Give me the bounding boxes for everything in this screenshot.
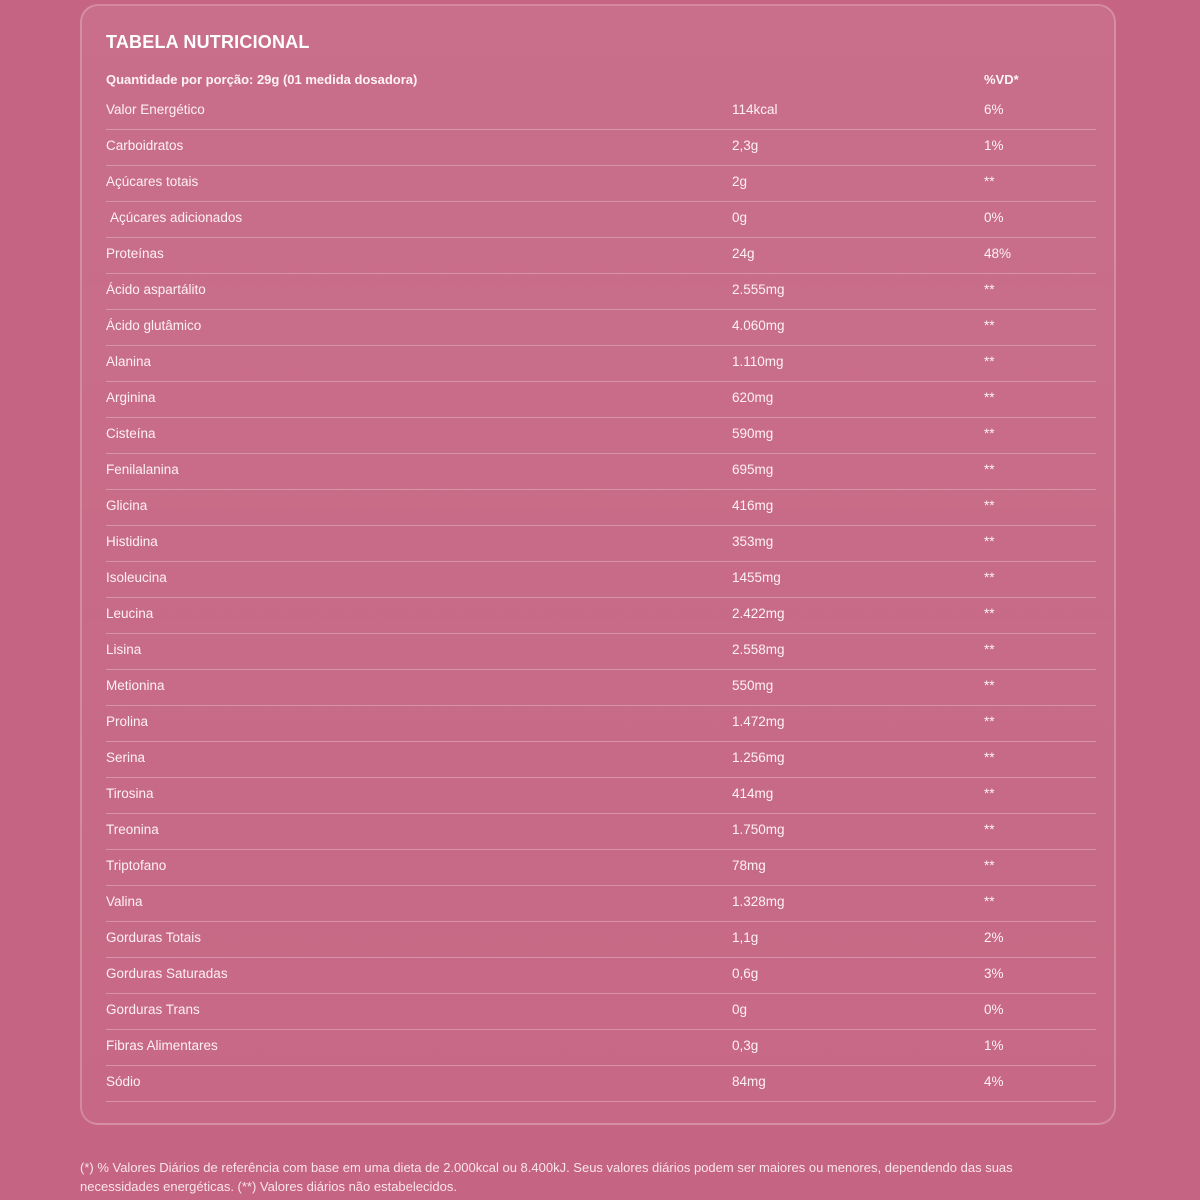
table-row	[106, 454, 1096, 490]
portion-size-label: Quantidade por porção: 29g (01 medida dosadora)	[106, 72, 418, 87]
table-row	[106, 346, 1096, 382]
table-row	[106, 238, 1096, 274]
nutrient-amount: 24g	[732, 246, 755, 261]
nutrition-table-card	[80, 4, 1116, 1125]
table-row	[106, 1030, 1096, 1066]
nutrient-daily-value: 3%	[984, 966, 1004, 981]
nutrient-name: Valor Energético	[106, 102, 205, 117]
nutrient-name: Açúcares adicionados	[110, 210, 243, 225]
nutrient-amount: 114kcal	[732, 102, 778, 117]
table-row	[106, 994, 1096, 1030]
nutrient-daily-value: **	[984, 534, 995, 549]
nutrient-daily-value: **	[984, 858, 995, 873]
nutrient-daily-value: **	[984, 606, 995, 621]
table-row	[106, 850, 1096, 886]
nutrient-name: Tirosina	[106, 786, 154, 801]
nutrient-name: Gorduras Totais	[106, 930, 202, 945]
nutrient-name: Leucina	[106, 606, 154, 621]
table-row	[106, 94, 1096, 130]
nutrient-amount: 1.472mg	[732, 714, 785, 729]
table-row	[106, 634, 1096, 670]
nutrient-amount: 353mg	[732, 534, 774, 549]
nutrient-amount: 1,1g	[732, 930, 759, 945]
table-row	[106, 526, 1096, 562]
nutrient-amount: 590mg	[732, 426, 774, 441]
nutrient-daily-value: **	[984, 714, 995, 729]
table-row	[106, 310, 1096, 346]
nutrient-daily-value: **	[984, 498, 995, 513]
nutrient-name: Treonina	[106, 822, 159, 837]
nutrient-amount: 695mg	[732, 462, 774, 477]
nutrient-daily-value: 48%	[984, 246, 1012, 261]
nutrient-daily-value: **	[984, 282, 995, 297]
nutrient-name: Metionina	[106, 678, 165, 693]
table-row	[106, 130, 1096, 166]
nutrient-amount: 0,3g	[732, 1038, 759, 1053]
nutrient-name: Proteínas	[106, 246, 164, 261]
nutrient-amount: 1.110mg	[732, 354, 784, 369]
nutrient-daily-value: **	[984, 174, 995, 189]
nutrient-daily-value: 0%	[984, 210, 1004, 225]
nutrient-name: Triptofano	[106, 858, 167, 873]
table-header-row	[106, 72, 1096, 94]
table-row	[106, 886, 1096, 922]
nutrient-amount: 550mg	[732, 678, 774, 693]
nutrient-amount: 2,3g	[732, 138, 759, 153]
nutrient-amount: 414mg	[732, 786, 774, 801]
table-row	[106, 742, 1096, 778]
nutrient-name: Isoleucina	[106, 570, 167, 585]
nutrient-amount: 78mg	[732, 858, 766, 873]
nutrient-name: Açúcares totais	[106, 174, 199, 189]
nutrient-daily-value: **	[984, 354, 995, 369]
nutrient-daily-value: 2%	[984, 930, 1004, 945]
table-row	[106, 814, 1096, 850]
nutrient-name: Carboidratos	[106, 138, 184, 153]
nutrient-daily-value: **	[984, 750, 995, 765]
nutrient-amount: 1.750mg	[732, 822, 785, 837]
nutrient-amount: 2.555mg	[732, 282, 785, 297]
nutrient-amount: 0g	[732, 210, 748, 225]
daily-value-header: %VD*	[984, 72, 1019, 87]
nutrient-daily-value: **	[984, 570, 995, 585]
table-row	[106, 418, 1096, 454]
nutrient-daily-value: 0%	[984, 1002, 1004, 1017]
table-row	[106, 202, 1096, 238]
nutrient-daily-value: **	[984, 822, 995, 837]
nutrient-amount: 1.328mg	[732, 894, 785, 909]
nutrient-amount: 2.422mg	[732, 606, 785, 621]
table-row	[106, 598, 1096, 634]
nutrient-daily-value: 1%	[984, 138, 1004, 153]
nutrient-name: Cisteína	[106, 426, 156, 441]
footnote-line-2: necessidades energéticas. (**) Valores diários não estabelecidos.	[80, 1179, 457, 1194]
nutrient-amount: 620mg	[732, 390, 774, 405]
nutrient-amount: 1.256mg	[732, 750, 785, 765]
nutrient-daily-value: **	[984, 462, 995, 477]
table-row	[106, 562, 1096, 598]
nutrient-name: Fenilalanina	[106, 462, 179, 477]
nutrient-name: Lisina	[106, 642, 142, 657]
nutrient-daily-value: **	[984, 642, 995, 657]
nutrient-daily-value: 4%	[984, 1074, 1004, 1089]
table-row	[106, 778, 1096, 814]
nutrient-daily-value: 1%	[984, 1038, 1004, 1053]
nutrient-name: Alanina	[106, 354, 152, 369]
nutrient-daily-value: **	[984, 390, 995, 405]
nutrient-name: Serina	[106, 750, 146, 765]
nutrient-name: Gorduras Trans	[106, 1002, 200, 1017]
footnote-line-1: (*) % Valores Diários de referência com base em uma dieta de 2.000kcal ou 8.400kJ. Seus valores diários podem ser maiores ou menores, dependendo das suas	[80, 1160, 1013, 1175]
nutrient-amount: 0,6g	[732, 966, 759, 981]
footnote	[80, 1158, 1120, 1196]
nutrient-daily-value: **	[984, 318, 995, 333]
nutrient-amount: 416mg	[732, 498, 774, 513]
nutrient-name: Histidina	[106, 534, 158, 549]
nutrient-name: Prolina	[106, 714, 149, 729]
nutrient-amount: 2.558mg	[732, 642, 785, 657]
nutrient-name: Sódio	[106, 1074, 141, 1089]
nutrient-daily-value: 6%	[984, 102, 1004, 117]
nutrient-name: Arginina	[106, 390, 156, 405]
table-title: TABELA NUTRICIONAL	[106, 32, 310, 52]
nutrient-amount: 1455mg	[732, 570, 781, 585]
table-row	[106, 1066, 1096, 1102]
nutrient-amount: 2g	[732, 174, 748, 189]
nutrient-rows	[106, 94, 1096, 1102]
table-row	[106, 166, 1096, 202]
table-row	[106, 490, 1096, 526]
nutrient-daily-value: **	[984, 894, 995, 909]
nutrient-name: Ácido glutâmico	[106, 318, 202, 333]
nutrient-daily-value: **	[984, 426, 995, 441]
nutrient-amount: 4.060mg	[732, 318, 785, 333]
nutrient-amount: 0g	[732, 1002, 748, 1017]
nutrient-name: Gorduras Saturadas	[106, 966, 228, 981]
nutrient-name: Ácido aspartálito	[106, 282, 206, 297]
nutrient-name: Valina	[106, 894, 143, 909]
nutrient-name: Glicina	[106, 498, 148, 513]
nutrient-amount: 84mg	[732, 1074, 766, 1089]
table-row	[106, 670, 1096, 706]
table-row	[106, 706, 1096, 742]
table-row	[106, 382, 1096, 418]
table-row	[106, 922, 1096, 958]
nutrient-daily-value: **	[984, 786, 995, 801]
nutrient-name: Fibras Alimentares	[106, 1038, 218, 1053]
nutrient-daily-value: **	[984, 678, 995, 693]
table-row	[106, 274, 1096, 310]
table-row	[106, 958, 1096, 994]
